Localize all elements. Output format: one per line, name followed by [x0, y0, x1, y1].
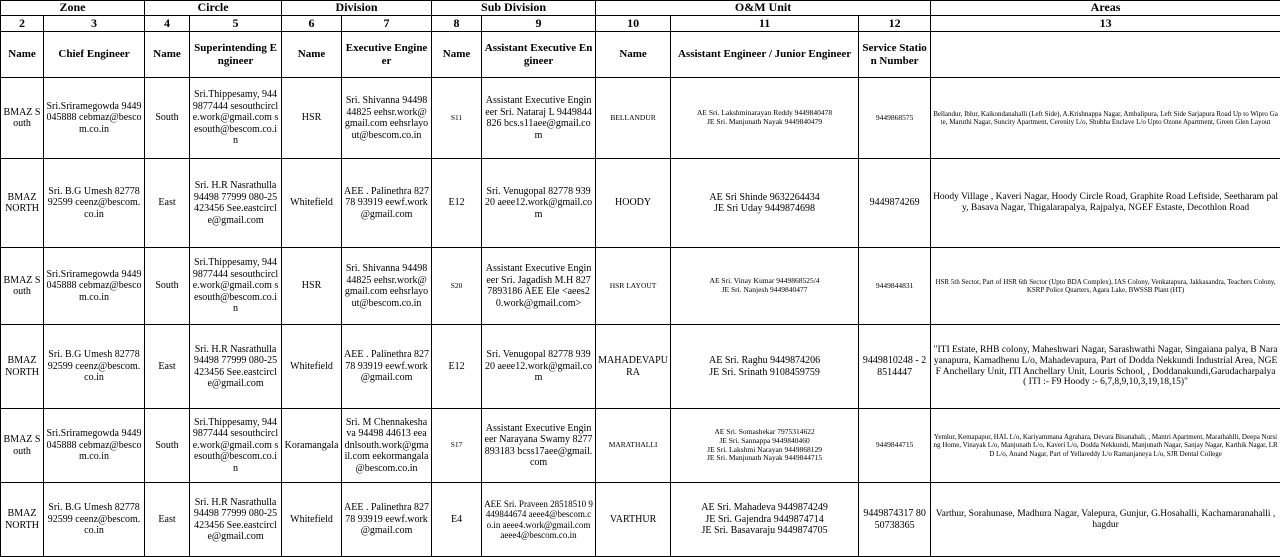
chief-engineer-cell: Sri.Sriramegowda 9449045888 cebmaz@bescom.co.in [44, 248, 145, 325]
superintending-engineer-cell: Sri. H.R Nasrathulla 94498 77999 080-25423456 See.eastcircle@gmail.com [190, 159, 282, 248]
table-row [1, 248, 1280, 325]
header-assistant-executive-engineer: Assistant Executive Engineer [482, 32, 596, 78]
assistant-engineer-cell: AE Sri. Raghu 9449874206 JE Sri. Srinath 9108459759 [671, 325, 859, 409]
header-service-station-number: Service Station Number [859, 32, 931, 78]
col-number: 2 [1, 16, 44, 32]
circle-cell: East [145, 483, 190, 557]
unit-cell: HSR LAYOUT [596, 248, 671, 325]
unit-cell: HOODY [596, 159, 671, 248]
unit-cell: MAHADEVAPURA [596, 325, 671, 409]
assistant-engineer-cell: AE Sri Shinde 9632264434 JE Sri Uday 9449874698 [671, 159, 859, 248]
zone-cell: BMAZ NORTH [1, 159, 44, 248]
group-sub-division: Sub Division [432, 1, 596, 16]
zone-cell: BMAZ NORTH [1, 325, 44, 409]
header-unit-name: Name [596, 32, 671, 78]
group-areas: Areas [931, 1, 1280, 16]
chief-engineer-cell: Sri. B.G Umesh 8277892599 ceenz@bescom.co.in [44, 483, 145, 557]
unit-cell: BELLANDUR [596, 78, 671, 159]
col-number: 4 [145, 16, 190, 32]
table-row [1, 483, 1280, 557]
group-zone: Zone [1, 1, 145, 16]
assistant-executive-engineer-cell: Assistant Executive Engineer Sri. Nataraj L 9449844826 bcs.s11aee@gmail.com [482, 78, 596, 159]
col-number: 6 [282, 16, 342, 32]
zone-cell: BMAZ South [1, 409, 44, 483]
areas-cell: "ITI Estate, RHB colony, Maheshwari Nagar, Sarashwathi Nagar, Singaiana palya, B Narayanapura, Kamadhenu L/o, Mahadevapura, Part of Dodda Nekkundi Industrial Area, NGEF Anchellary Unit, ITI Anchellary Unit, Louris School, , Doddanakundi,Garudacharpalya ( ITI :- F9 Hoody :- 6,7,8,9,10,3,19,18,15)" [931, 325, 1280, 409]
header-chief-engineer: Chief Engineer [44, 32, 145, 78]
service-station-cell: 9449844831 [859, 248, 931, 325]
header-executive-engineer: Executive Engineer [342, 32, 432, 78]
table-row [1, 325, 1280, 409]
col-number: 9 [482, 16, 596, 32]
col-number: 7 [342, 16, 432, 32]
zone-cell: BMAZ South [1, 78, 44, 159]
assistant-executive-engineer-cell: Assistant Executive Engineer Narayana Swamy 8277893183 bcss17aee@gmail.com [482, 409, 596, 483]
subdivision-cell: S17 [432, 409, 482, 483]
areas-cell: Yemlur, Kemapapur, HAL L/o, Kariyammana Agrahara, Devara Bisanahali, , Mantri Apartment, Marathahlli, Deepa Nursing Home, Vinayak L/o, Manjunath L/o, Kaveri L/o, Dodda Nekkundi, Manjunath Nagar, Sanjay Nagar, Karthik Nagar, LRD L/o, Anand Nagar, Part of Yellareddy L/o Ramanjaneya L/o, SJR Dental College [931, 409, 1280, 483]
service-station-cell: 9449874317 8050738365 [859, 483, 931, 557]
executive-engineer-cell: AEE . Palinethra 82778 93919 eewf.work@gmail.com [342, 159, 432, 248]
unit-cell: MARATHALLI [596, 409, 671, 483]
subdivision-cell: E12 [432, 325, 482, 409]
zone-cell: BMAZ South [1, 248, 44, 325]
assistant-engineer-cell: AE Sri. Mahadeva 9449874249 JE Sri. Gajendra 9449874714 JE Sri. Basavaraju 9449874705 [671, 483, 859, 557]
areas-cell: Bellandur, Iblur, Kaikondanahalli (Left Side), A.Krishnappa Nagar, Ambalipura, Left Side Sarjapura Road Up to Wipro Gate, Maruthi Nagar, Suncity Apartment, Cerenity L/o, Shubha Enclave L/o Upto Ozone Apartment, Green Glen Layout [931, 78, 1280, 159]
chief-engineer-cell: Sri.Sriramegowda 9449045888 cebmaz@bescom.co.in [44, 409, 145, 483]
circle-cell: South [145, 248, 190, 325]
group-header-row [1, 1, 1280, 16]
assistant-engineer-cell: AE Sri. Vinay Kumar 9449868525/4 JE Sri. Nanjesh 9449840477 [671, 248, 859, 325]
service-station-cell: 9449874269 [859, 159, 931, 248]
executive-engineer-cell: AEE . Palinethra 82778 93919 eewf.work@gmail.com [342, 325, 432, 409]
col-number: 8 [432, 16, 482, 32]
chief-engineer-cell: Sri. B.G Umesh 8277892599 ceenz@bescom.co.in [44, 325, 145, 409]
assistant-executive-engineer-cell: Sri. Venugopal 82778 93920 aeee12.work@gmail.com [482, 159, 596, 248]
subdivision-cell: E12 [432, 159, 482, 248]
superintending-engineer-cell: Sri.Thippesamy, 9449877444 sesouthcircle.work@gmail.com sesouth@bescom.co.in [190, 409, 282, 483]
header-areas [931, 32, 1280, 78]
table-row [1, 78, 1280, 159]
circle-cell: South [145, 78, 190, 159]
table-row [1, 159, 1280, 248]
col-number: 12 [859, 16, 931, 32]
division-cell: HSR [282, 78, 342, 159]
areas-cell: Hoody Village , Kaveri Nagar, Hoody Circle Road, Graphite Road Leftside, Seetharam paly, Basava Nagar, Thigalarapalya, Rajpalya, NGEF Estaste, Decothlon Road [931, 159, 1280, 248]
superintending-engineer-cell: Sri. H.R Nasrathulla 94498 77999 080-25423456 See.eastcircle@gmail.com [190, 325, 282, 409]
header-superintending-engineer: Superintending Engineer [190, 32, 282, 78]
col-number: 5 [190, 16, 282, 32]
superintending-engineer-cell: Sri.Thippesamy, 9449877444 sesouthcircle.work@gmail.com sesouth@bescom.co.in [190, 78, 282, 159]
col-number: 3 [44, 16, 145, 32]
assistant-executive-engineer-cell: Assistant Executive Engineer Sri. Jagadish M.H 8277893186 AEE Ele <aees20.work@gmail.com> [482, 248, 596, 325]
division-cell: HSR [282, 248, 342, 325]
column-number-row [1, 16, 1280, 32]
zone-cell: BMAZ NORTH [1, 483, 44, 557]
chief-engineer-cell: Sri. B.G Umesh 8277892599 ceenz@bescom.co.in [44, 159, 145, 248]
division-cell: Whitefield [282, 483, 342, 557]
superintending-engineer-cell: Sri.Thippesamy, 9449877444 sesouthcircle.work@gmail.com sesouth@bescom.co.in [190, 248, 282, 325]
assistant-executive-engineer-cell: Sri. Venugopal 82778 93920 aeee12.work@gmail.com [482, 325, 596, 409]
executive-engineer-cell: AEE . Palinethra 82778 93919 eewf.work@gmail.com [342, 483, 432, 557]
circle-cell: East [145, 325, 190, 409]
header-assistant-engineer: Assistant Engineer / Junior Engineer [671, 32, 859, 78]
executive-engineer-cell: Sri. M Chennakeshava 94498 44613 eeadnlsouth.work@gmail.com eekormangala@bescom.co.in [342, 409, 432, 483]
table-row [1, 409, 1280, 483]
division-cell: Whitefield [282, 325, 342, 409]
assistant-engineer-cell: AE Sri. Lakshminarayan Reddy 9449840478 JE Sri. Manjunath Nayak 9449840479 [671, 78, 859, 159]
assistant-engineer-cell: AE Sri. Somashekar 7975314622 JE Sri. Sannappa 9449840460 JE Sri. Lakshmi Narayan 9449868129 JE Sri. Manjunath Nayak 9449844715 [671, 409, 859, 483]
group-division: Division [282, 1, 432, 16]
col-number: 10 [596, 16, 671, 32]
executive-engineer-cell: Sri. Shivanna 94498 44825 eehsr.work@gmail.com eehsrlayout@bescom.co.in [342, 78, 432, 159]
areas-cell: Varthur, Sorahunase, Madhura Nagar, Valepura, Gunjur, G.Hosahalli, Kachamaranahalli , hagdur [931, 483, 1280, 557]
subdivision-cell: S11 [432, 78, 482, 159]
subdivision-cell: S20 [432, 248, 482, 325]
subdivision-cell: E4 [432, 483, 482, 557]
header-circle-name: Name [145, 32, 190, 78]
service-station-cell: 9449810248 - 28514447 [859, 325, 931, 409]
header-subdiv-name: Name [432, 32, 482, 78]
circle-cell: South [145, 409, 190, 483]
group-om-unit: O&M Unit [596, 1, 931, 16]
chief-engineer-cell: Sri.Sriramegowda 9449045888 cebmaz@bescom.co.in [44, 78, 145, 159]
division-cell: Whitefield [282, 159, 342, 248]
assistant-executive-engineer-cell: AEE Sri. Praveen 28518510 9449844674 aeee4@bescom.co.in aeee4.work@gmail.com aeee4@bescom.co.in [482, 483, 596, 557]
service-station-cell: 9449844715 [859, 409, 931, 483]
circle-cell: East [145, 159, 190, 248]
header-division-name: Name [282, 32, 342, 78]
areas-cell: HSR 5th Sector, Part of HSR 6th Sector (Upto BDA Complex), IAS Colony, Venkatapura, Jakkasandra, Teachers Colony, KSRP Police Quarters, Agara Lake, BWSSB Plant (HT) [931, 248, 1280, 325]
column-header-row [1, 32, 1280, 78]
service-station-cell: 9449868575 [859, 78, 931, 159]
unit-cell: VARTHUR [596, 483, 671, 557]
executive-engineer-cell: Sri. Shivanna 94498 44825 eehsr.work@gmail.com eehsrlayout@bescom.co.in [342, 248, 432, 325]
group-circle: Circle [145, 1, 282, 16]
col-number: 11 [671, 16, 859, 32]
superintending-engineer-cell: Sri. H.R Nasrathulla 94498 77999 080-25423456 See.eastcircle@gmail.com [190, 483, 282, 557]
col-number: 13 [931, 16, 1280, 32]
division-cell: Koramangala [282, 409, 342, 483]
header-zone-name: Name [1, 32, 44, 78]
